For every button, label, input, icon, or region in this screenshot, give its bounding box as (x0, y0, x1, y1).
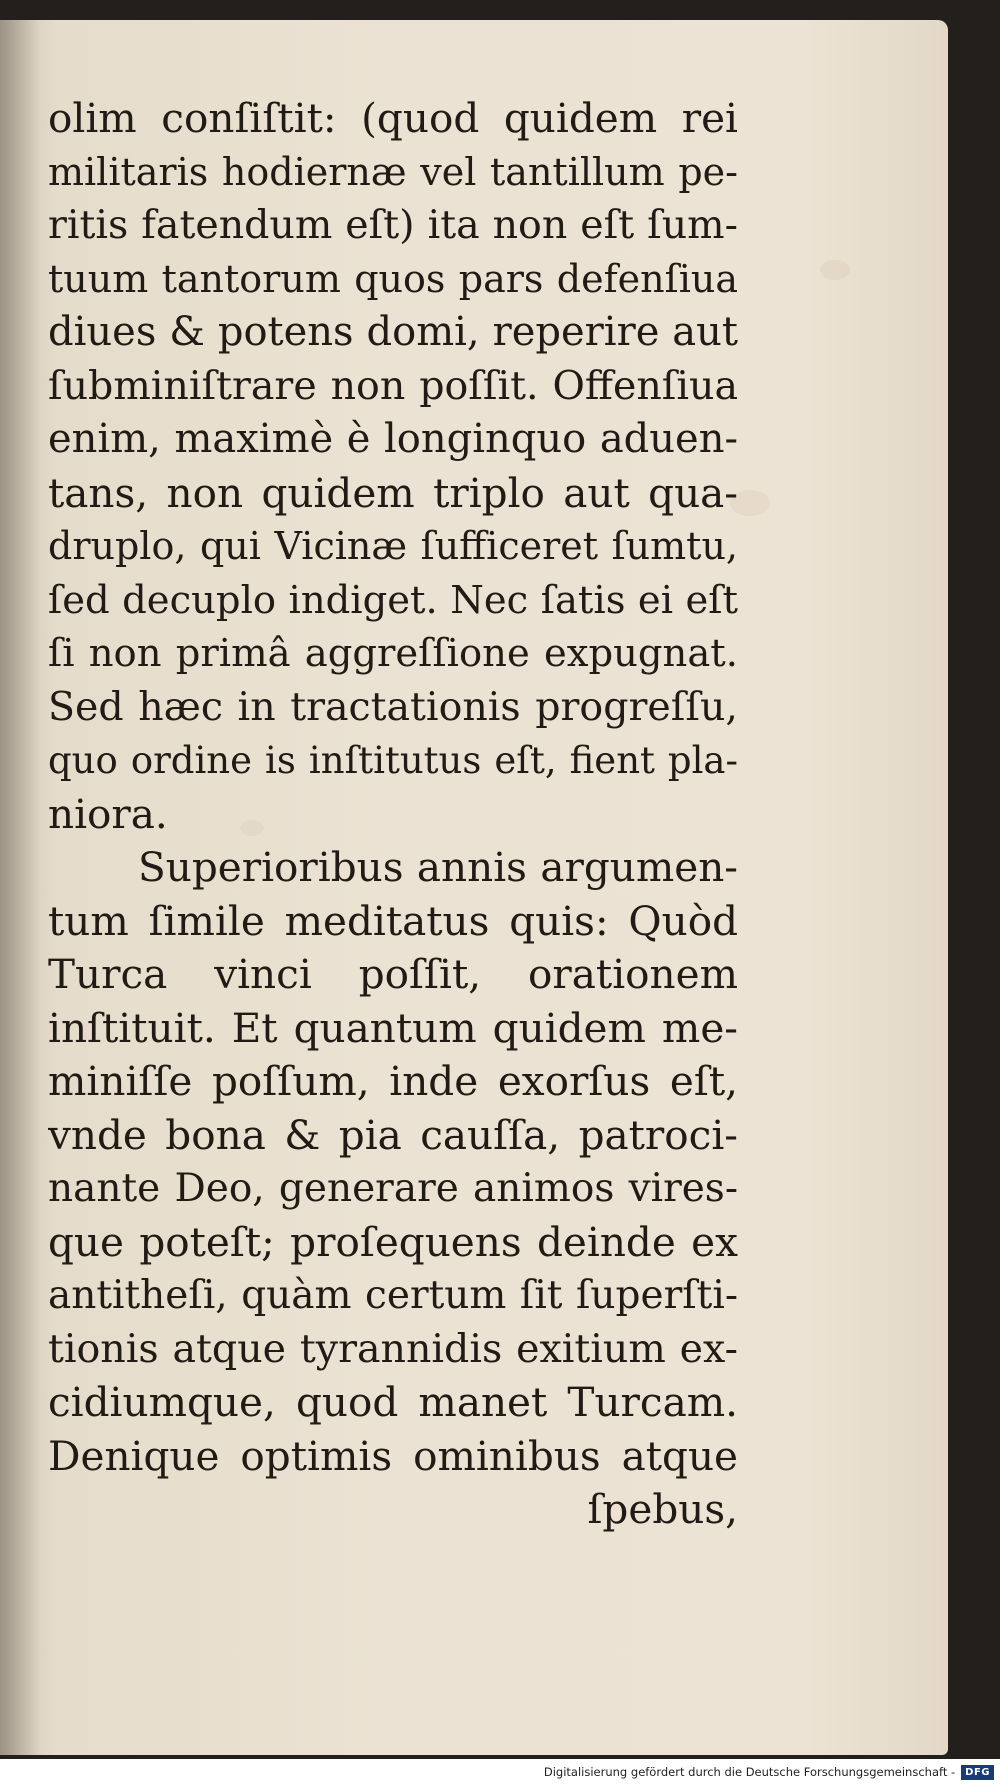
text-line: diues & potens domi, reperire aut (48, 309, 738, 355)
credit-text: Digitalisierung gefördert durch die Deutsche Forschungsgemeinschaft - (543, 1765, 956, 1779)
text-line: niora. (48, 789, 168, 838)
foxing-spot (820, 260, 850, 280)
text-line: militaris hodiernæ vel tantillum pe- (48, 149, 738, 194)
catchword: ſpebus, (587, 1485, 738, 1533)
text-line: tuum tantorum quos pars defenſiua (48, 256, 738, 301)
text-line: que poteſt; proſequens deinde ex (48, 1217, 738, 1266)
text-line: druplo, qui Vicinæ ſufficeret ſumtu, (48, 524, 738, 568)
page-text (48, 92, 738, 1537)
text-line: nante Deo, generare animos vires- (48, 1166, 738, 1211)
text-line: cidiumque, quod manet Turcam. (48, 1378, 738, 1426)
text-line: Superioribus annis argumen- (138, 843, 738, 891)
text-line: Sed hæc in tractationis progreſſu, (48, 683, 738, 730)
text-line: ſed decuplo indiget. Nec ſatis ei eſt (48, 577, 738, 623)
text-line: vnde bona & pia cauſſa, patroci- (48, 1110, 738, 1159)
text-line: ſubminiſtrare non poſſit. Offenſiua (48, 362, 738, 409)
text-line: quo ordine is inſtitutus eſt, fient pla- (48, 739, 738, 782)
text-line: Turca vinci poſſit, orationem (48, 950, 738, 998)
text-line: Denique optimis ominibus atque (48, 1431, 738, 1480)
digitization-credit-bar (0, 1759, 1000, 1785)
text-line: olim conſiſtit: (quod quidem rei (48, 94, 738, 142)
book-page (0, 20, 948, 1755)
text-line: ritis fatendum eſt) ita non eſt ſum- (48, 202, 738, 248)
text-line: enim, maximè è longinquo aduen- (48, 416, 738, 462)
text-line: tans, non quidem triplo aut qua- (48, 468, 738, 517)
text-line: tionis atque tyrannidis exitium ex- (48, 1325, 738, 1372)
text-line: inſtituit. Et quantum quidem me- (48, 1003, 738, 1052)
text-line: miniſſe poſſum, inde exorſus eſt, (48, 1057, 738, 1105)
text-line: ſi non primâ aggreſſione expugnat. (48, 631, 738, 676)
text-line: antitheſi, quàm certum ſit ſuperſti- (48, 1273, 738, 1318)
text-line: tum ſimile meditatus quis: Quòd (48, 896, 738, 945)
dfg-logo: DFG (961, 1765, 994, 1780)
